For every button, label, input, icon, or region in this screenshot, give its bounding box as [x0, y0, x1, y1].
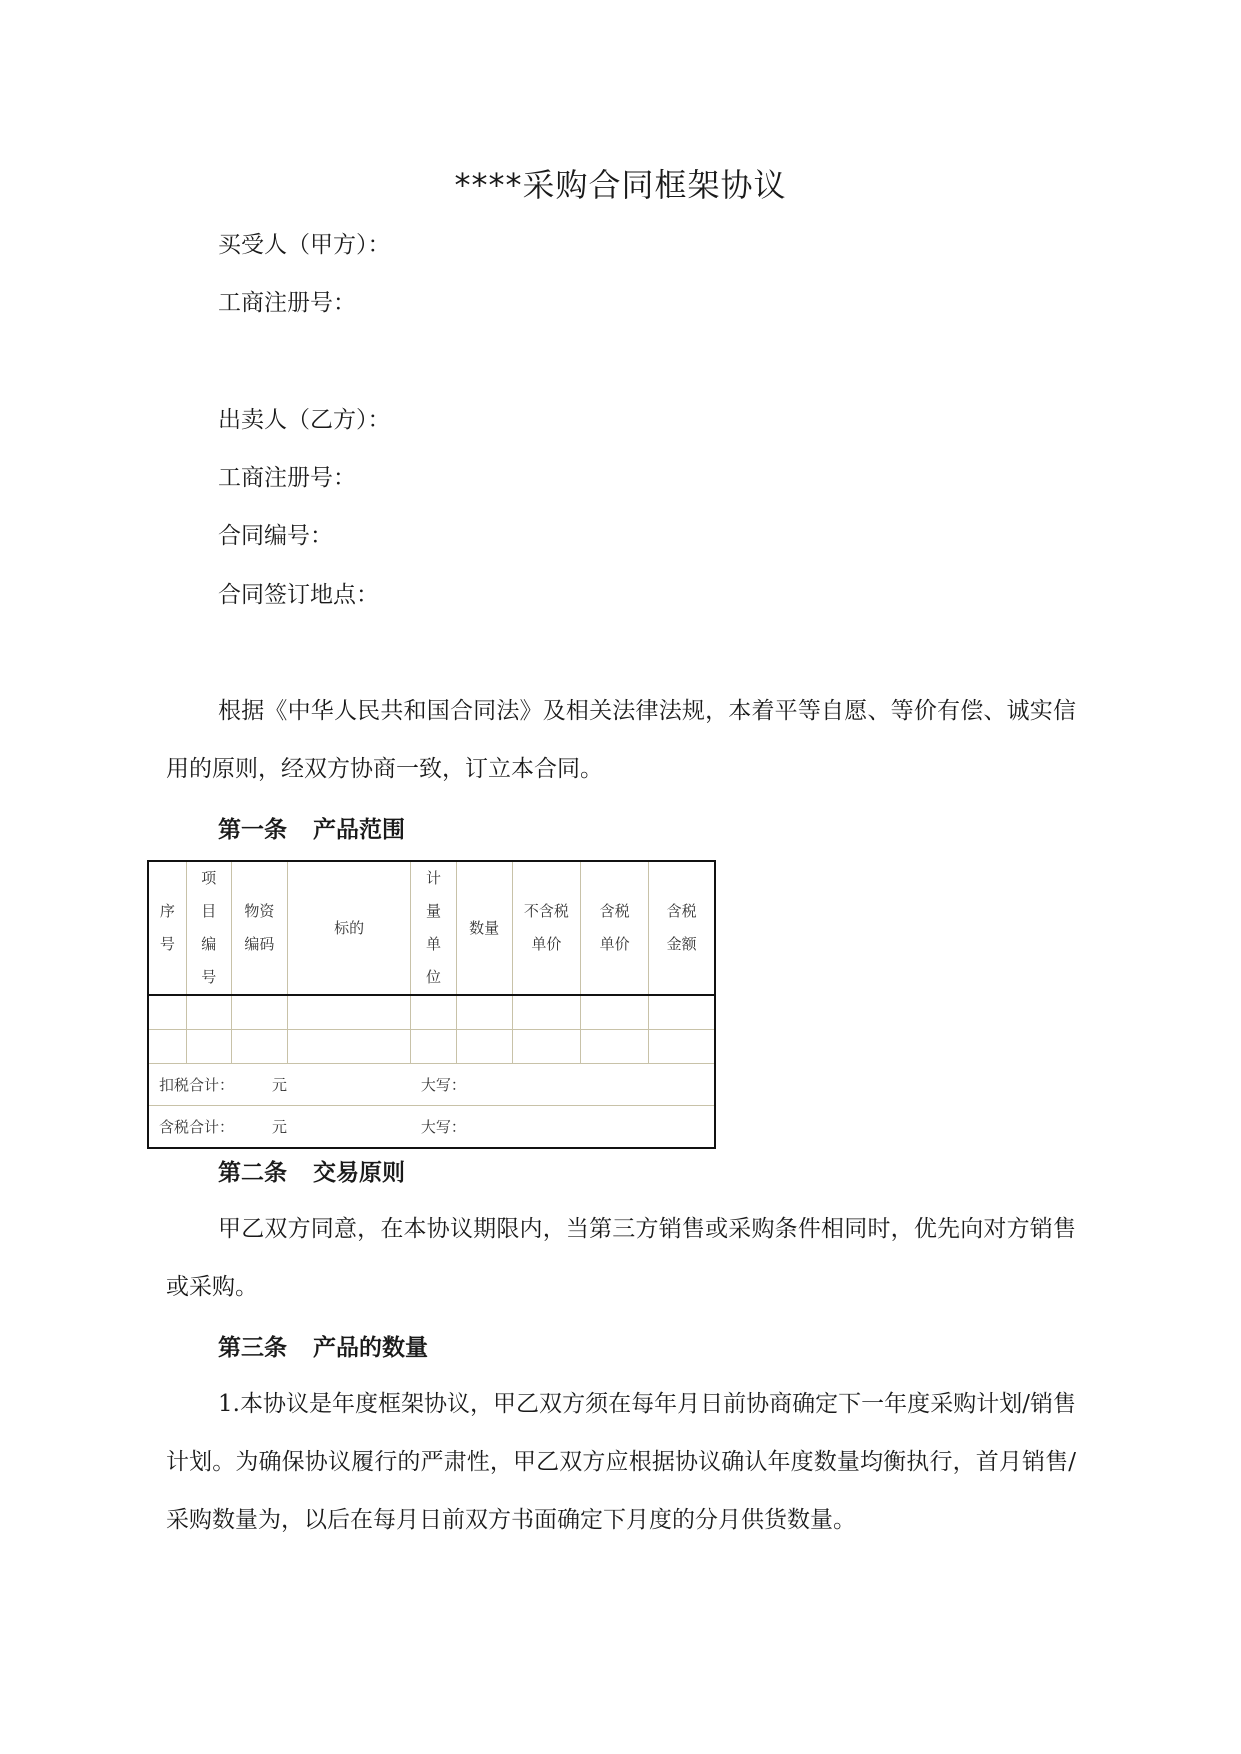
table-row [148, 1030, 715, 1064]
total-excl-tax-unit: 元 [272, 1076, 288, 1094]
total-excl-tax-caps-label: 大写： [420, 1076, 466, 1094]
table-header-row [148, 861, 715, 995]
col-header-unit-price-incl-tax: 含税单价 [580, 861, 648, 995]
total-excl-tax-row [148, 1064, 715, 1106]
table-cell[interactable] [148, 995, 186, 1030]
seller-label: 出卖人（乙方）： [218, 407, 391, 433]
col-header-quantity: 数量 [456, 861, 512, 995]
signing-place-label: 合同签订地点： [218, 582, 379, 608]
table-row [148, 995, 715, 1030]
col-header-item-no: 项目编号 [186, 861, 231, 995]
table-cell[interactable] [411, 1030, 456, 1064]
intro-paragraph: 根据《中华人民共和国合同法》及相关法律法规，本着平等自愿、等价有偿、诚实信用的原则，经双方协商一致，订立本合同。 [166, 698, 1076, 782]
contract-number-label: 合同编号： [218, 523, 333, 549]
table-cell[interactable] [580, 1030, 648, 1064]
total-incl-tax-label: 含税合计： [159, 1118, 235, 1136]
total-incl-tax-caps-label: 大写： [420, 1118, 466, 1136]
col-header-serial: 序号 [148, 861, 186, 995]
table-cell[interactable] [186, 1030, 231, 1064]
article-1-heading [218, 811, 405, 844]
article-3-title: 产品的数量 [313, 1335, 428, 1361]
col-header-unit-price-excl-tax: 不含税单价 [512, 861, 580, 995]
article-2-number: 第二条 [218, 1160, 287, 1186]
document-title: ****采购合同框架协议 [454, 166, 787, 204]
table-cell[interactable] [231, 995, 287, 1030]
seller-registration-label: 工商注册号： [218, 465, 356, 491]
article-3-paragraph: 1.本协议是年度框架协议，甲乙双方须在每年月日前协商确定下一年度采购计划/销售计划。为确保协议履行的严肃性，甲乙双方应根据协议确认年度数量均衡执行，首月销售/采购数量为，以后在每月日前双方书面确定下月度的分月供货数量。 [166, 1391, 1076, 1533]
col-header-material-code: 物资编码 [231, 861, 287, 995]
col-header-amount-incl-tax: 含税金额 [649, 861, 715, 995]
article-1-title: 产品范围 [313, 817, 405, 843]
table-cell[interactable] [148, 1030, 186, 1064]
buyer-registration-label: 工商注册号： [218, 290, 356, 316]
article-2-heading [218, 1154, 405, 1187]
article-2-title: 交易原则 [313, 1160, 405, 1186]
article-2-paragraph: 甲乙双方同意，在本协议期限内，当第三方销售或采购条件相同时，优先向对方销售或采购。 [166, 1216, 1076, 1300]
table-cell[interactable] [456, 1030, 512, 1064]
total-incl-tax-unit: 元 [272, 1118, 288, 1136]
article-3-heading [218, 1329, 428, 1362]
col-header-unit: 计量单位 [411, 861, 456, 995]
col-header-subject: 标的 [287, 861, 410, 995]
table-cell[interactable] [287, 995, 410, 1030]
total-excl-tax-cell [148, 1064, 411, 1106]
table-cell[interactable] [649, 995, 715, 1030]
table-cell[interactable] [649, 1030, 715, 1064]
product-table [147, 860, 716, 1149]
table-cell[interactable] [411, 995, 456, 1030]
buyer-label: 买受人（甲方）： [218, 232, 391, 258]
table-cell[interactable] [186, 995, 231, 1030]
table-cell[interactable] [287, 1030, 410, 1064]
article-1-number: 第一条 [218, 817, 287, 843]
table-cell[interactable] [512, 1030, 580, 1064]
article-3-number: 第三条 [218, 1335, 287, 1361]
table-cell[interactable] [580, 995, 648, 1030]
total-incl-tax-cell [148, 1106, 411, 1149]
total-excl-tax-caps-cell [411, 1064, 715, 1106]
table-cell[interactable] [456, 995, 512, 1030]
total-incl-tax-row [148, 1106, 715, 1149]
table-cell[interactable] [512, 995, 580, 1030]
table-cell[interactable] [231, 1030, 287, 1064]
total-incl-tax-caps-cell [411, 1106, 715, 1149]
total-excl-tax-label: 扣税合计： [159, 1076, 235, 1094]
